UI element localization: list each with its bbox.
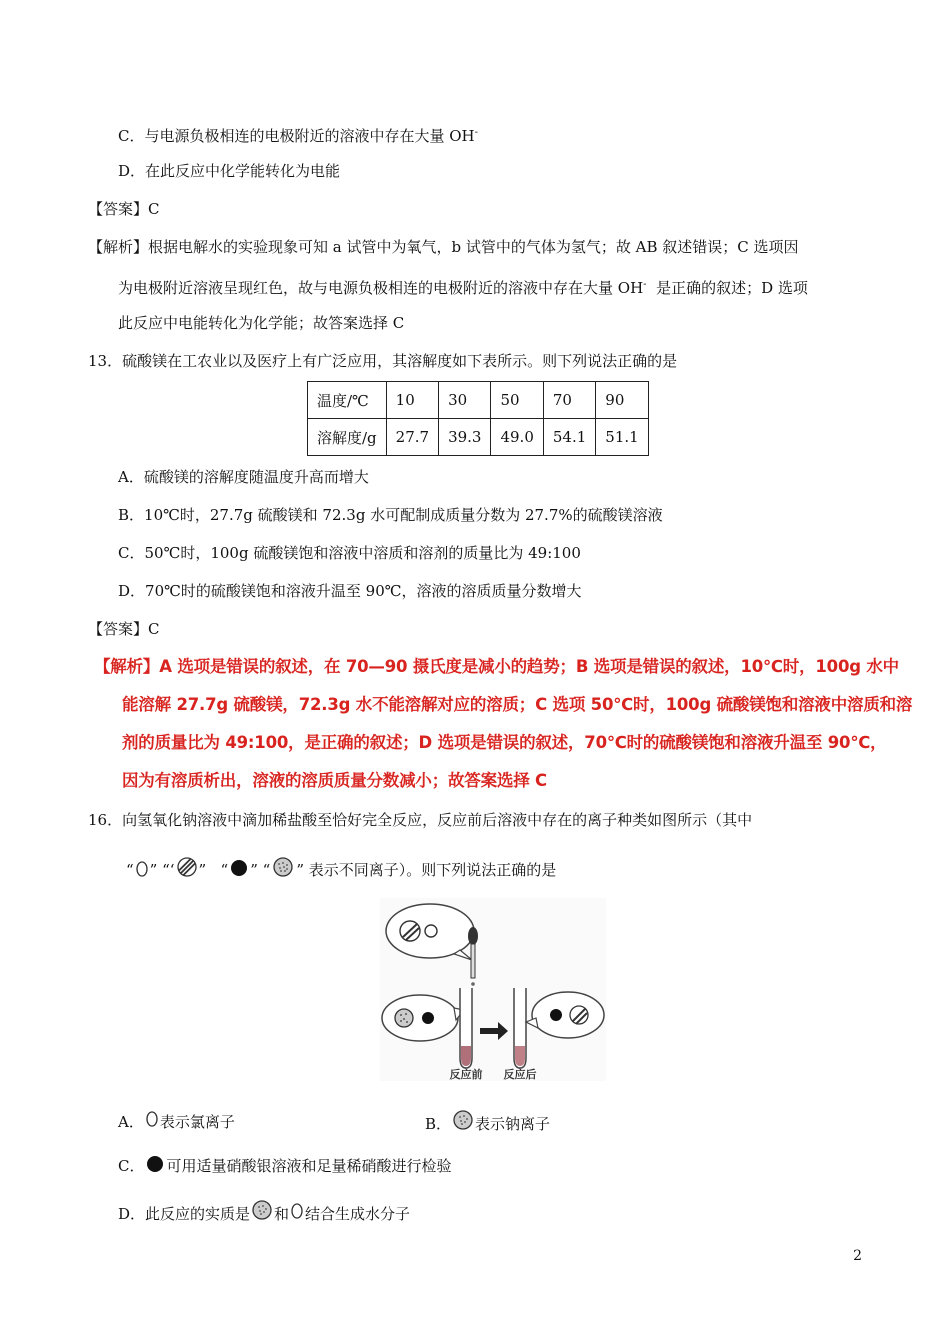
- table-header-cell: 溶解度/g: [308, 419, 387, 456]
- q13-answer: 【答案】C: [88, 620, 160, 638]
- dotted-circle-ion-icon: [251, 1200, 273, 1222]
- table-cell: 39.3: [439, 419, 491, 456]
- test-tube-after: [514, 988, 526, 1068]
- q13-explanation-line2: 能溶解 27.7g 硫酸镁，72.3g 水不能溶解对应的溶质；C 选项 50℃时，100g 硫酸镁饱和溶液中溶质和溶: [122, 695, 913, 714]
- reaction-diagram: [380, 898, 606, 1081]
- q13-explanation-line1: 【解析】A 选项是错误的叙述，在 70—90 摄氏度是减小的趋势；B 选项是错误的叙述，10℃时，100g 水中: [94, 657, 899, 676]
- q12-explanation-line2: 为电极附近溶液呈现红色，故与电源负极相连的电极附近的溶液中存在大量 OH- 是正确的叙述；D 选项: [118, 279, 808, 297]
- dotted-circle-ion-icon: [452, 1110, 474, 1132]
- table-row-temperature: [308, 382, 649, 419]
- q13-option-c: C．50℃时，100g 硫酸镁饱和溶液中溶质和溶剂的质量比为 49:100: [118, 544, 581, 562]
- q13-stem: 13．硫酸镁在工农业以及医疗上有广泛应用，其溶解度如下表所示。则下列说法正确的是: [88, 352, 678, 370]
- q12-option-c: C．与电源负极相连的电极附近的溶液中存在大量 OH-: [118, 127, 479, 145]
- solid-black-ion-icon: [229, 858, 249, 878]
- table-cell: 30: [439, 382, 491, 419]
- q12-explanation-line3: 此反应中电能转化为化学能；故答案选择 C: [118, 314, 405, 332]
- table-row-solubility: [308, 419, 649, 456]
- before-label: 反应前: [449, 1068, 483, 1081]
- q12-answer: 【答案】C: [88, 200, 160, 218]
- q16-stem: 16．向氢氧化钠溶液中滴加稀盐酸至恰好完全反应，反应前后溶液中存在的离子种类如图所示（其中: [88, 811, 753, 829]
- slashed-circle-ion-icon: [176, 856, 198, 878]
- q13-explanation-line4: 因为有溶质析出，溶液的溶质质量分数减小；故答案选择 C: [122, 771, 547, 790]
- table-cell: 27.7: [386, 419, 438, 456]
- table-cell: 10: [386, 382, 438, 419]
- q13-option-d: D．70℃时的硫酸镁饱和溶液升温至 90℃，溶液的溶质质量分数增大: [118, 582, 582, 600]
- table-cell: 50: [491, 382, 543, 419]
- table-cell: 70: [543, 382, 595, 419]
- after-label: 反应后: [503, 1068, 537, 1081]
- hollow-circle-ion-icon: [290, 1202, 304, 1222]
- solid-black-ion-icon: [145, 1154, 165, 1174]
- q16-option-d: D．此反应的实质是 和 结合生成水分子: [118, 1200, 410, 1224]
- q12-explanation-line1: 【解析】根据电解水的实验现象可知 a 试管中为氧气，b 试管中的气体为氢气；故 AB 叙述错误；C 选项因: [88, 238, 799, 256]
- table-cell: 49.0: [491, 419, 543, 456]
- table-cell: 51.1: [596, 419, 648, 456]
- table-cell: 90: [596, 382, 648, 419]
- q13-explanation-line3: 剂的质量比为 49:100，是正确的叙述；D 选项是错误的叙述，70℃时的硫酸镁饱和溶液升温至 90℃，: [122, 733, 887, 752]
- q16-legend-line: “ ” “‘ ” “ ” “ ” 表示不同离子）。则下列说法正确的是: [126, 856, 556, 880]
- hollow-circle-ion-icon: [135, 860, 149, 878]
- test-tube-before: [460, 988, 472, 1068]
- table-cell: 54.1: [543, 419, 595, 456]
- hollow-circle-ion-icon: [145, 1110, 159, 1130]
- q13-option-b: B．10℃时，27.7g 硫酸镁和 72.3g 水可配制成质量分数为 27.7%的硫酸镁溶液: [118, 506, 663, 524]
- q16-option-b: B． 表示钠离子: [425, 1110, 550, 1134]
- q16-option-c: C． 可用适量硝酸银溶液和足量稀硝酸进行检验: [118, 1154, 452, 1176]
- page-number: 2: [853, 1248, 862, 1264]
- q12-option-d: D．在此反应中化学能转化为电能: [118, 162, 341, 180]
- q16-option-a: A． 表示氯离子: [118, 1110, 235, 1132]
- table-header-cell: 温度/℃: [308, 382, 387, 419]
- q13-option-a: A．硫酸镁的溶解度随温度升高而增大: [118, 468, 369, 486]
- solubility-table: [307, 381, 649, 456]
- dotted-circle-ion-icon: [271, 856, 295, 878]
